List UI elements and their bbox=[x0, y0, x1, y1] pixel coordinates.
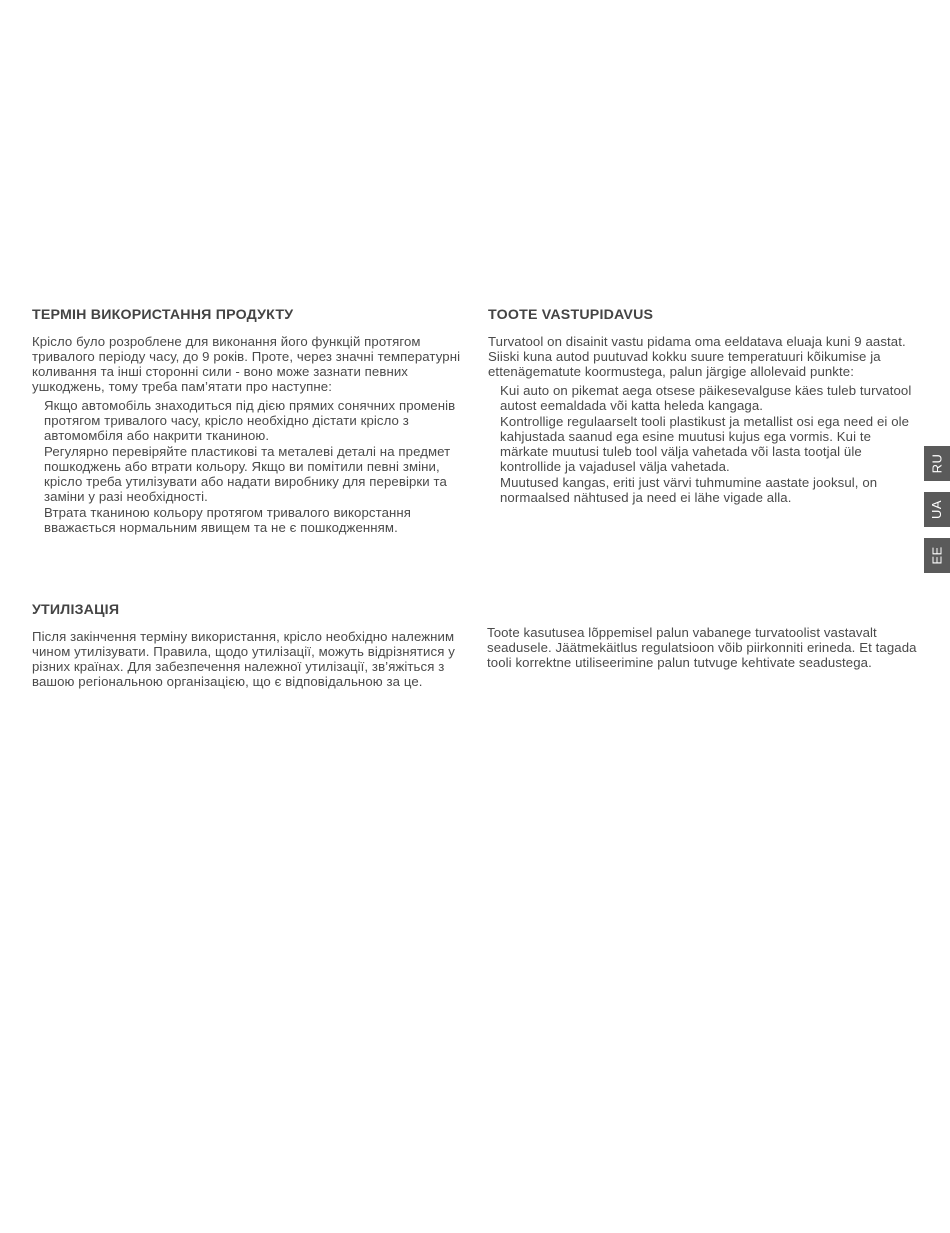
ua-lifetime-section bbox=[32, 307, 462, 536]
list-item: Kontrollige regulaarselt tooli plastikust ja metallist osi ega need ei ole kahjustada saanud ega esine muutusi kujus ega vormis. Kui te märkate muutusi tuleb tool välja vahetada või lasta tootjal üle kontrollide ja vajadusel välja vahetada. bbox=[500, 414, 910, 474]
ee-lifetime-intro: Turvatool on disainit vastu pidama oma eeldatava eluaja kuni 9 aastat. Siiski kuna autod puutuvad kokku suure temperatuuri kõikumise ja ettenägematute koormustega, palun järgige allolevaid punkte: bbox=[488, 334, 906, 379]
list-item: Muutused kangas, eriti just värvi tuhmumine aastate jooksul, on normaalsed nähtused ja need ei lähe vigade alla. bbox=[500, 475, 878, 505]
ua-lifetime-intro: Крісло було розроблене для виконання його функцій протягом тривалого періоду часу, до 9 років. Проте, через значні температурні коливання та інші сторонні сили - воно може зазнати певних ушкоджень, тому треба пам’ятати про наступне: bbox=[32, 334, 461, 394]
ua-disposal-text: Після закінчення терміну використання, крісло необхідно належним чином утилізувати. Правила, щодо утилізації, можуть відрізнятися у різних країнах. Для забезпечення належної утилізації, зв’яжіться з вашою регіональною організацією, що є відповідальною за це. bbox=[32, 629, 455, 689]
ee-disposal-text: Toote kasutusea lõppemisel palun vabanege turvatoolist vastavalt seadusele. Jäätmekäitlus regulatsioon võib piirkonniti erineda. Et tagada tooli korrektne utiliseerimine palun tutvuge kehtivate seadustega. bbox=[487, 625, 917, 670]
list-item: Kui auto on pikemat aega otsese päikesevalguse käes tuleb turvatool autost eemaldada või katta heleda kangaga. bbox=[500, 383, 912, 413]
ee-lifetime-title: TOOTE VASTUPIDAVUS bbox=[488, 307, 654, 323]
list-item: Якщо автомобіль знаходиться під дією прямих сонячних променів протягом тривалого часу, крісло необхідно дістати крісло з автомомбіля або накрити тканиною. bbox=[44, 398, 456, 443]
ee-lifetime-section bbox=[488, 307, 920, 506]
ee-disposal-section bbox=[487, 625, 919, 670]
ua-disposal-section bbox=[32, 602, 462, 689]
list-item: Регулярно перевіряйте пластикові та металеві деталі на предмет пошкоджень або втрати кольору. Якщо ви помітили певні зміни, крісло треба утилізувати або надати виробнику для перевірки та заміни у разі необхідності. bbox=[44, 444, 451, 504]
language-tab-ua[interactable]: UA bbox=[924, 492, 950, 527]
ee-lifetime-list bbox=[500, 383, 920, 505]
ua-lifetime-list bbox=[44, 398, 462, 535]
list-item: Втрата тканиною кольору протягом тривалого викорстання вважається нормальним явищем та не є пошкодженням. bbox=[44, 505, 412, 535]
language-tab-ee[interactable]: EE bbox=[924, 538, 950, 573]
ua-disposal-title: УТИЛІЗАЦІЯ bbox=[32, 602, 120, 618]
language-tab-ru[interactable]: RU bbox=[924, 446, 950, 481]
ua-lifetime-title: ТЕРМІН ВИКОРИСТАННЯ ПРОДУКТУ bbox=[32, 307, 294, 323]
